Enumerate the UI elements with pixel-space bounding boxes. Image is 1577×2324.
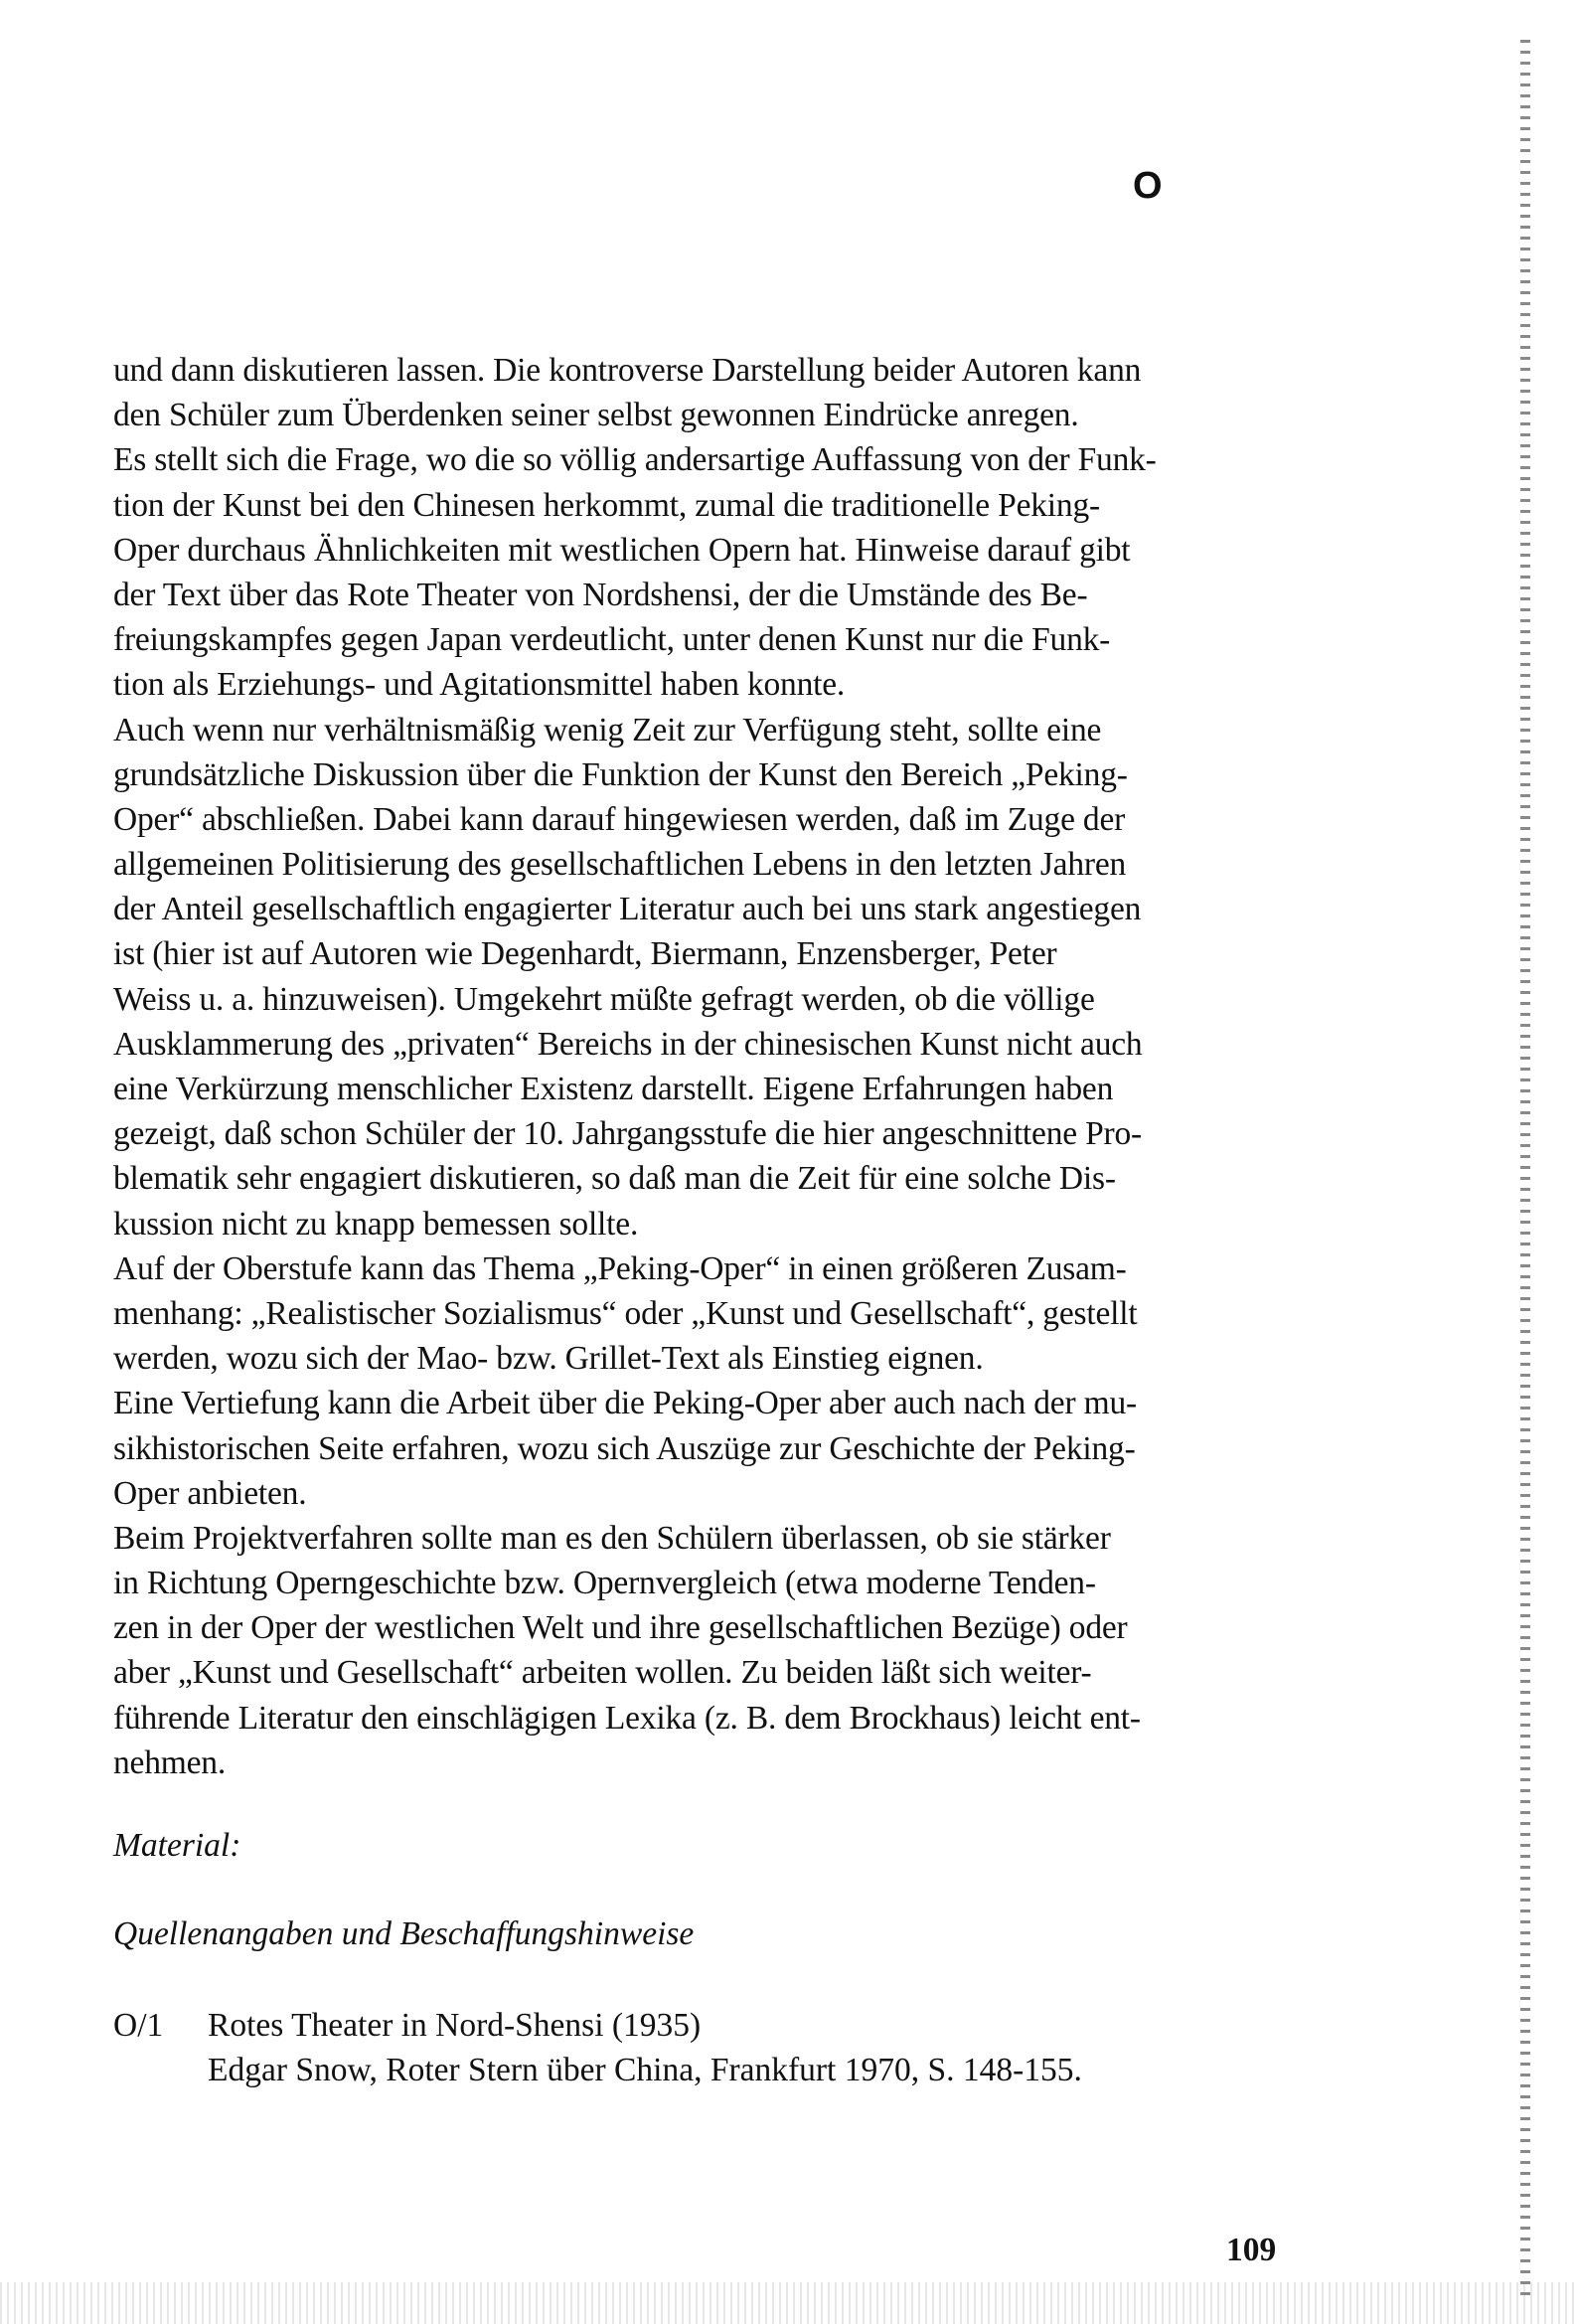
body-line: allgemeinen Politisierung des gesellschaftlichen Lebens in den letzten Jahren — [113, 846, 1127, 884]
body-line: Weiss u. a. hinzuweisen). Umgekehrt müßte gefragt werden, ob die völlige — [113, 980, 1095, 1018]
body-line: Eine Vertiefung kann die Arbeit über die Peking-Oper aber auch nach der mu- — [113, 1385, 1137, 1422]
body-line: gezeigt, daß schon Schüler der 10. Jahrgangsstufe die hier angeschnittene Pro- — [113, 1115, 1142, 1153]
sources-heading: Quellenangaben und Beschaffungshinweise — [113, 1915, 695, 1952]
body-line: Ausklammerung des „privaten“ Bereichs in der chinesischen Kunst nicht auch — [113, 1025, 1143, 1063]
body-line: Oper anbieten. — [113, 1474, 307, 1512]
scan-edge-artifact — [1520, 40, 1530, 2296]
entry-title: Rotes Theater in Nord-Shensi (1935) — [208, 2007, 702, 2044]
body-line: blematik sehr engagiert diskutieren, so daß man die Zeit für eine solche Dis- — [113, 1160, 1116, 1198]
body-line: Oper durchaus Ähnlichkeiten mit westlichen Opern hat. Hinweise darauf gibt — [113, 531, 1131, 569]
body-line: und dann diskutieren lassen. Die kontroverse Darstellung beider Autoren kann — [113, 352, 1142, 389]
body-line: den Schüler zum Überdenken seiner selbst gewonnen Eindrücke anregen. — [113, 397, 1079, 434]
body-line: Es stellt sich die Frage, wo die so völlig andersartige Auffassung von der Funk- — [113, 441, 1157, 479]
body-line: werden, wozu sich der Mao- bzw. Grillet-Text als Einstieg eignen. — [113, 1340, 984, 1378]
body-line: Beim Projektverfahren sollte man es den Schülern überlassen, ob sie stärker — [113, 1519, 1111, 1557]
body-line: aber „Kunst und Gesellschaft“ arbeiten wollen. Zu beiden läßt sich weiter- — [113, 1654, 1092, 1692]
body-line: Auch wenn nur verhältnismäßig wenig Zeit zur Verfügung steht, sollte eine — [113, 711, 1102, 748]
body-line: sikhistorischen Seite erfahren, wozu sich Auszüge zur Geschichte der Peking- — [113, 1429, 1136, 1467]
body-line: ist (hier ist auf Autoren wie Degenhardt, Biermann, Enzensberger, Peter — [113, 935, 1057, 973]
body-line: Auf der Oberstufe kann das Thema „Peking-Oper“ in einen größeren Zusam- — [113, 1249, 1127, 1287]
body-line: führende Literatur den einschlägigen Lexika (z. B. dem Brockhaus) leicht ent- — [113, 1699, 1141, 1737]
body-line: eine Verkürzung menschlicher Existenz darstellt. Eigene Erfahrungen haben — [113, 1071, 1114, 1107]
body-line: der Text über das Rote Theater von Nordshensi, der die Umstände des Be- — [113, 576, 1088, 613]
scan-bottom-noise — [0, 2282, 1577, 2324]
body-line: kussion nicht zu knapp bemessen sollte. — [113, 1205, 639, 1243]
body-line: grundsätzliche Diskussion über die Funktion der Kunst den Bereich „Peking- — [113, 755, 1128, 793]
material-heading: Material: — [113, 1827, 241, 1864]
section-mark: O — [1133, 165, 1163, 207]
body-line: Oper“ abschließen. Dabei kann darauf hingewiesen werden, daß im Zuge der — [113, 800, 1126, 838]
body-line: zen in der Oper der westlichen Welt und ihre gesellschaftlichen Bezüge) oder — [113, 1609, 1128, 1647]
body-line: nehmen. — [113, 1743, 227, 1781]
entry-citation: Edgar Snow, Roter Stern über China, Frankfurt 1970, S. 148-155. — [208, 2052, 1082, 2088]
body-line: in Richtung Operngeschichte bzw. Opernvergleich (etwa moderne Tenden- — [113, 1565, 1096, 1602]
body-line: tion als Erziehungs- und Agitationsmittel haben konnte. — [113, 666, 846, 704]
body-line: der Anteil gesellschaftlich engagierter Literatur auch bei uns stark angestiegen — [113, 891, 1142, 928]
body-line: freiungskampfes gegen Japan verdeutlicht, unter denen Kunst nur die Funk- — [113, 621, 1111, 659]
entry-code: O/1 — [113, 2007, 164, 2044]
body-line: tion der Kunst bei den Chinesen herkommt, zumal die traditionelle Peking- — [113, 486, 1100, 524]
body-line: menhang: „Realistischer Sozialismus“ oder „Kunst und Gesellschaft“, gestellt — [113, 1294, 1138, 1332]
body-text — [113, 348, 1276, 1785]
page-number: 109 — [1226, 2232, 1277, 2268]
